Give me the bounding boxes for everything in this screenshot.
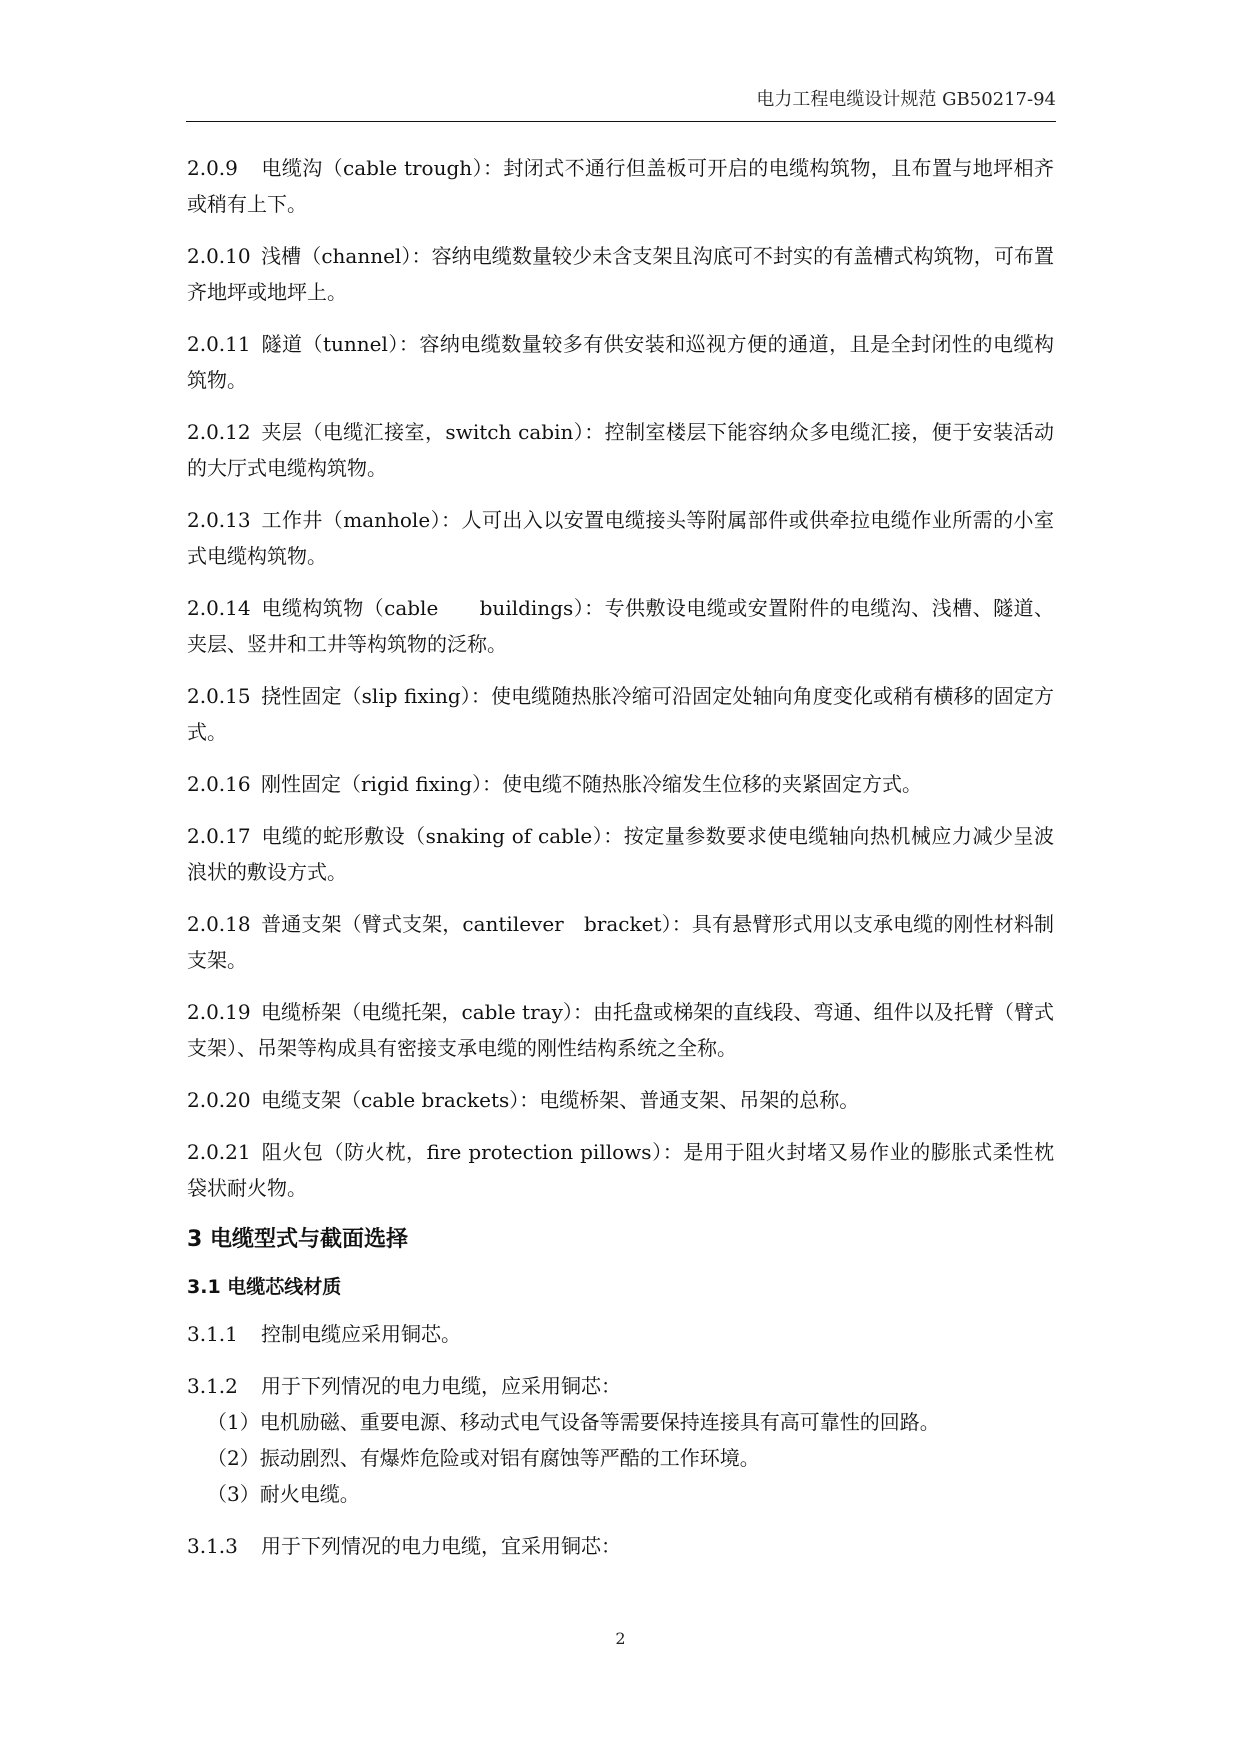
definitions-list [187,150,1054,1206]
clause-text: 阻火包（防火枕，fire protection pillows）：是用于阻火封堵又易作业的膨胀式柔性枕袋状耐火物。 [187,1140,1054,1200]
clause-text: 控制电缆应采用铜芯。 [261,1322,461,1346]
clause-text: 电缆构筑物（cable buildings）：专供敷设电缆或安置附件的电缆沟、浅槽、隧道、夹层、竖井和工井等构筑物的泛称。 [187,596,1054,656]
clause-number: 2.0.11 [187,332,251,356]
clause-text: 浅槽（channel）：容纳电缆数量较少未含支架且沟底可不封实的有盖槽式构筑物，可布置齐地坪或地坪上。 [187,244,1054,304]
definition-2-0-16 [187,766,1054,802]
clause-number: 3.1.1 [187,1322,238,1346]
clause-number: 2.0.17 [187,824,251,848]
definition-2-0-12 [187,414,1054,486]
definition-2-0-21 [187,1134,1054,1206]
clause-number: 2.0.14 [187,596,251,620]
definition-2-0-9 [187,150,1054,222]
clause-text: 刚性固定（rigid fixing）：使电缆不随热胀冷缩发生位移的夹紧固定方式。 [261,772,923,796]
definition-2-0-10 [187,238,1054,310]
clause-text: 电缆的蛇形敷设（snaking of cable）：按定量参数要求使电缆轴向热机械应力减少呈波浪状的敷设方式。 [187,824,1054,884]
clause-number: 2.0.21 [187,1140,251,1164]
clause-text: 用于下列情况的电力电缆，应采用铜芯： [261,1374,621,1398]
clause-text: 夹层（电缆汇接室，switch cabin）：控制室楼层下能容纳众多电缆汇接，便于安装活动的大厅式电缆构筑物。 [187,420,1054,480]
clause-3-1-3 [187,1528,1054,1564]
clause-3-1-1 [187,1316,1054,1352]
section-heading: 3 电缆型式与截面选择 [187,1227,408,1252]
clause-number: 2.0.16 [187,772,251,796]
running-header: 电力工程电缆设计规范 GB50217-94 [756,89,1056,110]
clause-text: 电缆桥架（电缆托架，cable tray）：由托盘或梯架的直线段、弯通、组件以及托臂（臂式支架）、吊架等构成具有密接支承电缆的刚性结构系统之全称。 [187,1000,1054,1060]
page-body [187,150,1054,1580]
clause-number: 2.0.12 [187,420,251,444]
definition-2-0-20 [187,1082,1054,1118]
clause-number: 2.0.10 [187,244,251,268]
list-item: （3）耐火电缆。 [207,1482,360,1506]
clause-text: 隧道（tunnel）：容纳电缆数量较多有供安装和巡视方便的通道，且是全封闭性的电缆构筑物。 [187,332,1054,392]
clause-text: 挠性固定（slip fixing）：使电缆随热胀冷缩可沿固定处轴向角度变化或稍有横移的固定方式。 [187,684,1054,744]
clause-number: 2.0.20 [187,1088,251,1112]
definition-2-0-17 [187,818,1054,890]
definition-2-0-13 [187,502,1054,574]
clause-number: 2.0.15 [187,684,251,708]
clause-text: 电缆沟（cable trough）：封闭式不通行但盖板可开启的电缆构筑物，且布置与地坪相齐或稍有上下。 [187,156,1054,216]
clause-number: 2.0.18 [187,912,251,936]
definition-2-0-18 [187,906,1054,978]
definition-2-0-14 [187,590,1054,662]
header-rule [186,121,1056,122]
clause-number: 3.1.3 [187,1534,238,1558]
clause-number: 2.0.19 [187,1000,251,1024]
definition-2-0-19 [187,994,1054,1066]
clause-text: 电缆支架（cable brackets）：电缆桥架、普通支架、吊架的总称。 [261,1088,860,1112]
list-item: （2）振动剧烈、有爆炸危险或对铝有腐蚀等严酷的工作环境。 [207,1446,760,1470]
list-item: （1）电机励磁、重要电源、移动式电气设备等需要保持连接具有高可靠性的回路。 [207,1410,940,1434]
page-number: 2 [615,1629,626,1648]
clause-number: 2.0.13 [187,508,251,532]
clause-text: 普通支架（臂式支架，cantilever bracket）：具有悬臂形式用以支承电缆的刚性材料制支架。 [187,912,1054,972]
clause-number: 3.1.2 [187,1374,238,1398]
clause-number: 2.0.9 [187,156,238,180]
clause-3-1-2-lead [187,1368,1054,1404]
definition-2-0-11 [187,326,1054,398]
clause-text: 用于下列情况的电力电缆，宜采用铜芯： [261,1534,621,1558]
clause-text: 工作井（manhole）：人可出入以安置电缆接头等附属部件或供牵拉电缆作业所需的小室式电缆构筑物。 [187,508,1054,568]
subsection-heading: 3.1 电缆芯线材质 [187,1276,342,1298]
clause-3-1-2 [187,1368,1054,1512]
definition-2-0-15 [187,678,1054,750]
